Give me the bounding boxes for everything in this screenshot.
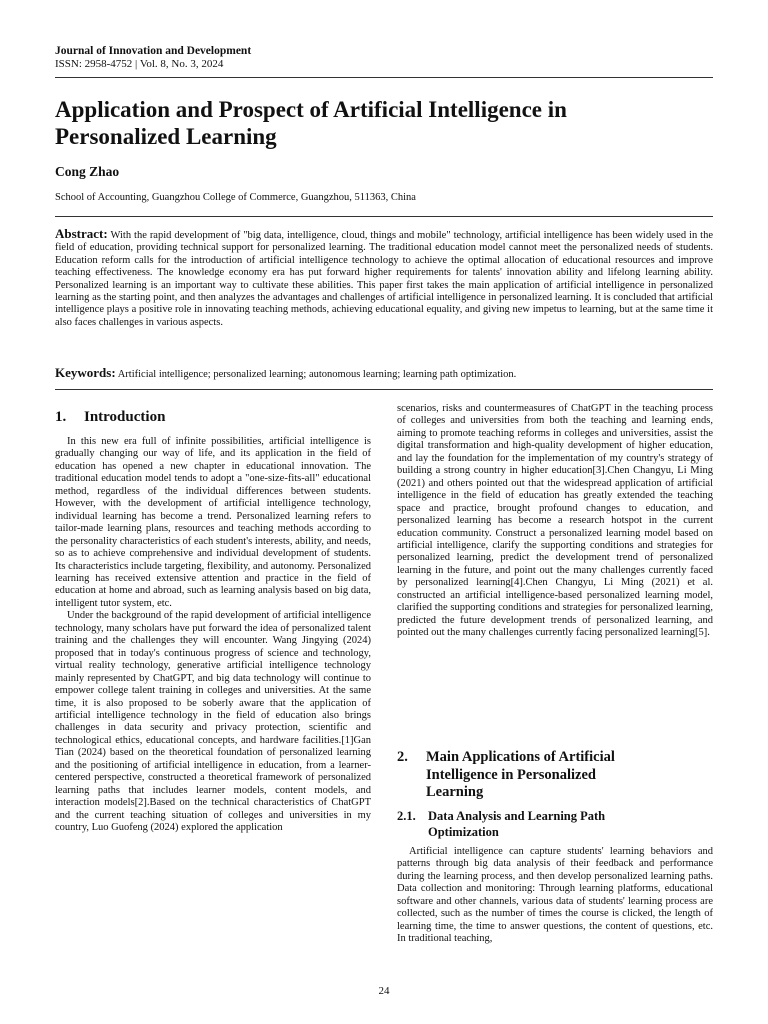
section-number: 2. bbox=[397, 749, 408, 765]
keywords-label: Keywords: bbox=[55, 365, 116, 380]
issn-volume-line: ISSN: 2958-4752 | Vol. 8, No. 3, 2024 bbox=[55, 58, 224, 70]
right-column-lower bbox=[397, 846, 713, 946]
keywords-bottom-rule bbox=[55, 389, 713, 390]
intro-paragraph-1: In this new era full of infinite possibilities, artificial intelligence is gradually changing our way of life, and its application in the field of education has opened a new chapter in educational innovation. The traditional education model tends to adopt a "one-size-fits-all" educational method, regardless of the individual differences between students. However, with the development of artificial intelligence technology, individual learning has become a trend. Personalized learning refers to tailor-made learning plans, resources and teaching methods according to the personality characteristics of each student's interests, ability, and needs, so as to achieve comprehensive and individual development of students. Its characteristics include targeting, flexibility, and autonomy. Personalized learning has received extensive attention and practice in the field of education at home and abroad, such as learning analysis based on big data, intelligent tutor system, etc. bbox=[55, 436, 371, 609]
left-column bbox=[55, 436, 371, 835]
section-number: 1. bbox=[55, 409, 67, 425]
abstract-top-rule bbox=[55, 216, 713, 217]
section-title-line-3: Learning bbox=[426, 784, 484, 800]
section-heading-main-applications bbox=[397, 749, 713, 802]
title-line-1: Application and Prospect of Artificial Intelligence in bbox=[55, 97, 567, 122]
subsection-paragraph-1: Artificial intelligence can capture students' learning behaviors and patterns through big data analysis of their feedback and performance during the learning process, and then develop personalized learning paths. Data collection and monitoring: Through learning platforms, educational software and other channels, various data of students' learning process are collected, such as the number of times the course is clicked, the length of learning time, the time to answer questions, the content of questions, etc. In traditional teaching, bbox=[397, 846, 713, 945]
author-affiliation: School of Accounting, Guangzhou College of Commerce, Guangzhou, 511363, China bbox=[55, 192, 416, 203]
section-title: Introduction bbox=[84, 409, 166, 425]
subsection-title-line-2: Optimization bbox=[428, 825, 499, 839]
subsection-number: 2.1. bbox=[397, 809, 416, 823]
abstract-label: Abstract: bbox=[55, 226, 108, 241]
page-number: 24 bbox=[378, 985, 390, 997]
right-column bbox=[397, 403, 713, 640]
keywords bbox=[55, 365, 713, 381]
keywords-text: Artificial intelligence; personalized learning; autonomous learning; learning path optimization. bbox=[117, 369, 517, 380]
section-heading-introduction bbox=[55, 409, 165, 426]
author-name: Cong Zhao bbox=[55, 164, 120, 179]
section-title-line-1: Main Applications of Artificial bbox=[426, 749, 615, 765]
header-rule bbox=[55, 77, 713, 78]
subsection-title-line-1: Data Analysis and Learning Path bbox=[428, 809, 606, 823]
abstract-text: With the rapid development of "big data, intelligence, cloud, things and mobile" technology, artificial intelligence has been widely used in the field of education, providing technical support for personalized learning. The traditional education model cannot meet the personalized needs of students. Education reform calls for the introduction of artificial intelligence technology to achieve the optimal allocation of educational resources and improve teaching effectiveness. The knowledge economy era has put forward higher requirements for talents' innovation ability and lifelong learning ability. Personalized learning is an important way to cultivate these abilities. This paper first takes the main application of artificial intelligence in personalized learning as the starting point, and then analyzes the advantages and challenges of artificial intelligence in personalized learning. It is concluded that artificial intelligence plays a positive role in innovating teaching methods, achieving educational equality, and giving new impetus to learning, but at the same time it also faces challenges in various aspects. bbox=[55, 230, 714, 328]
intro-paragraph-2: Under the background of the rapid development of artificial intelligence technology, many scholars have put forward the idea of personalized talent training and the challenges they will encounter. Wang Jingying (2024) proposed that in today's continuous progress of science and technology, virtual reality technology, generative artificial intelligence technology mainly represented by ChatGPT, and big data technology will continue to empower college talent training in colleges and universities. At the same time, it is also proposed to be soberly aware that the application of artificial intelligence technology in the field of education also brings challenges in data security and privacy protection, scientific and technological ethics, educational concepts, and hardware facilities.[1]Gan Tian (2024) based on the theoretical foundation of personalized learning and the positioning of artificial intelligence in education, from a learner-centered perspective, constructed a theoretical framework of personalized learning paths that includes learner models, content models, and interaction models[2].Based on the technical characteristics of ChatGPT and the current teaching situation of colleges and universities in my country, Luo Guofeng (2024) explored the application bbox=[55, 610, 371, 834]
section-title-line-2: Intelligence in Personalized bbox=[426, 766, 596, 783]
paper-title bbox=[55, 96, 715, 150]
journal-name: Journal of Innovation and Development bbox=[55, 45, 252, 57]
title-line-2: Personalized Learning bbox=[55, 124, 277, 149]
intro-paragraph-continued: scenarios, risks and countermeasures of ChatGPT in the teaching process of colleges and universities from both the teaching and learning ends, aiming to promote teaching reforms in colleges and universities, assist the digital transformation and high-quality development of higher education, and lay the foundation for the implementation of my country's strategy of building a strong country in higher education[3].Chen Changyu, Li Ming (2021) and others pointed out that the widespread application of artificial intelligence in the field of education has greatly extended the teaching space and practice, brought profound changes to education, and personalized learning has become a research hotspot in the current education community. Construct a personalized learning model based on artificial intelligence, clarify the supporting conditions and strategies for personalized learning, predict the development trend of personalized learning in the future, and point out the many challenges currently faced by personalized learning[4].Chen Changyu, Li Ming (2021) et al. constructed an artificial intelligence-based personalized learning model, clarified the supporting conditions and strategies for personalized learning, predicted the future development trends of personalized learning, and pointed out the many challenges currently facing personalized learning[5]. bbox=[397, 403, 713, 639]
subsection-heading-data-analysis bbox=[397, 808, 713, 840]
abstract bbox=[55, 228, 713, 329]
